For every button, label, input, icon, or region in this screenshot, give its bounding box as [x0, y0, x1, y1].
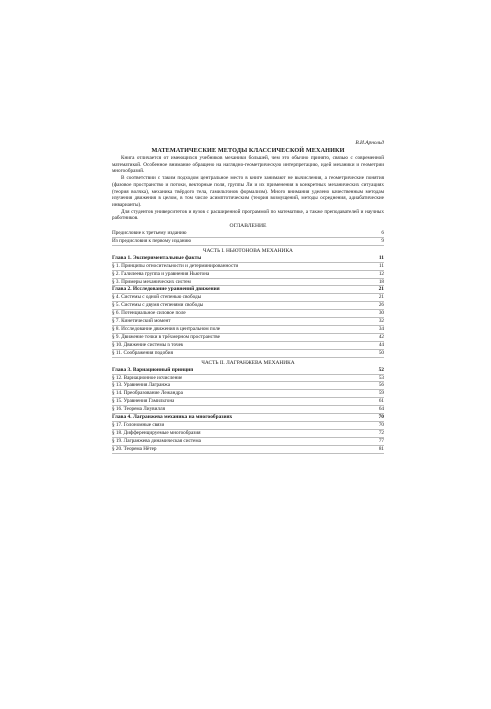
toc-chapter — [112, 367, 384, 375]
toc-section — [112, 334, 384, 342]
toc-section — [112, 294, 384, 302]
toc-heading: ОГЛАВЛЕНИЕ — [229, 223, 267, 230]
toc-entry-page: 34 — [378, 326, 384, 332]
toc-entry-title: § 11. Соображения подобия — [112, 349, 173, 356]
toc-entry-title: § 18. Дифференцируемые многообразия — [112, 429, 201, 436]
toc-entry-title: § 17. Голономные связи — [112, 421, 165, 428]
toc-entry-title: § 5. Системы с двумя степенями свободы — [112, 302, 204, 309]
toc-entry-title: Глава 3. Вариационный принцип — [112, 366, 194, 373]
toc-entry-page: 70 — [378, 414, 384, 421]
toc-entry-title: Из предисловия к первому изданию — [112, 237, 192, 244]
toc-chapter — [112, 286, 384, 294]
toc-entry-title: Глава 4. Лагранжева механика на многообразиях — [112, 414, 233, 421]
toc-section — [112, 398, 384, 406]
toc-section — [112, 310, 384, 318]
toc-entry-page: 9 — [381, 237, 384, 244]
toc-entry-page: 77 — [378, 437, 384, 444]
toc-section — [112, 279, 384, 287]
toc-entry-page: 30 — [378, 310, 384, 317]
toc-entry-title: § 6. Потенциальное силовое поле — [112, 310, 186, 317]
author: В.И.Арнольд — [355, 140, 384, 146]
toc-front-matter — [112, 238, 384, 246]
toc-entry-title: § 19. Лагранжева динамическая система — [112, 437, 201, 444]
toc-entry-page: 70 — [378, 421, 384, 428]
toc-entry-page: 52 — [378, 366, 384, 373]
toc-entry-title: § 3. Примеры механических систем — [112, 278, 191, 285]
toc-entry-title: § 7. Кинетический момент — [112, 318, 171, 325]
toc-entry-title: Глава 2. Исследование уравнений движения — [112, 286, 220, 293]
toc-section — [112, 422, 384, 430]
toc-entry-page: 21 — [378, 294, 384, 301]
toc-entry-page: 72 — [378, 429, 384, 436]
toc-entry-title: § 10. Движение системы n точек — [112, 341, 184, 348]
description — [112, 155, 384, 222]
toc-entry-title: § 13. Уравнения Лагранжа — [112, 382, 171, 389]
toc-entry-title: § 15. Уравнения Гамильтона — [112, 398, 175, 405]
toc-entry-title: § 20. Теорема Нётер — [112, 445, 157, 452]
toc-entry-page: 32 — [378, 318, 384, 325]
toc-entry-page: 6 — [381, 230, 384, 237]
toc-section — [112, 342, 384, 350]
description-paragraph: Для студентов университетов и вузов с расширенной программой по математике, а также преподавателей и научных работников. — [112, 208, 384, 222]
toc-entry-title: Предисловие к третьему изданию — [112, 230, 187, 237]
toc-entry-page: 18 — [378, 278, 384, 285]
toc-section — [112, 326, 384, 334]
toc-section — [112, 302, 384, 310]
toc-section — [112, 318, 384, 326]
toc-entry-page: 26 — [378, 302, 384, 309]
description-paragraph: Книга отличается от имеющихся учебников механики большей, чем это обычно принято, связью с современной математикой. Особенное внимание обращено на наглядно-геометрическую интерпретацию, идей механики и геометрии многообразий. — [112, 155, 384, 175]
toc-section — [112, 390, 384, 398]
toc-section — [112, 446, 384, 454]
toc-entry-title: § 16. Теорема Лиувилля — [112, 406, 165, 413]
table-of-contents — [112, 230, 384, 454]
toc-entry-page: 81 — [378, 445, 384, 452]
toc-entry-title: § 2. Галилеева группа и уравнения Ньютона — [112, 270, 210, 277]
toc-section — [112, 438, 384, 446]
toc-entry-page: 11 — [378, 254, 384, 261]
toc-entry-page: 12 — [378, 270, 384, 277]
toc-entry-title: § 4. Системы с одной степенью свободы — [112, 294, 202, 301]
toc-entry-title: § 9. Движение точки в трёхмерном пространстве — [112, 333, 220, 340]
toc-entry-title: § 14. Преобразование Лежандра — [112, 390, 183, 397]
toc-section — [112, 271, 384, 279]
toc-entry-page: 53 — [378, 374, 384, 381]
toc-entry-page: 11 — [379, 262, 384, 269]
toc-part-title: ЧАСТЬ II. ЛАГРАНЖЕВА МЕХАНИКА — [201, 359, 295, 366]
page-content — [112, 140, 384, 454]
toc-entry-page: 64 — [378, 406, 384, 413]
toc-entry-page: 42 — [378, 333, 384, 340]
toc-chapter — [112, 414, 384, 422]
toc-section — [112, 263, 384, 271]
toc-part-title: ЧАСТЬ I. НЬЮТОНОВА МЕХАНИКА — [203, 247, 293, 254]
toc-entry-page: 59 — [378, 390, 384, 397]
toc-entry-title: § 1. Принципы относительности и детерминированности — [112, 262, 239, 269]
toc-entry-title: § 12. Вариационное исчисление — [112, 374, 183, 381]
description-paragraph: В соответствии с таким подходом центральное место в книге занимают не вычисления, а геометрические понятия (фазовое пространство и потоки, векторные поля, группы Ли и их применения в конкретных механических ситуациях (теория волчка), механика твёрдого тела, гамильтонов формализм). Много внимания уделено качественным методам изучения движения в целом, в том числе асимптотическим (теория возмущений, методы осреднения, адиабатические инварианты). — [112, 175, 384, 208]
toc-section — [112, 430, 384, 438]
toc-entry-page: 50 — [378, 349, 384, 356]
toc-entry-title: § 8. Исследование движения в центральном поле — [112, 326, 221, 332]
toc-entry-title: Глава 1. Экспериментальные факты — [112, 254, 202, 261]
toc-front-matter — [112, 230, 384, 238]
toc-section — [112, 382, 384, 390]
toc-section — [112, 350, 384, 358]
toc-section — [112, 406, 384, 414]
toc-entry-page: 44 — [378, 341, 384, 348]
book-title: МАТЕМАТИЧЕСКИЕ МЕТОДЫ КЛАССИЧЕСКОЙ МЕХАНИКИ — [151, 147, 345, 154]
toc-entry-page: 61 — [378, 398, 384, 405]
toc-section — [112, 375, 384, 383]
toc-entry-page: 21 — [378, 286, 384, 293]
toc-chapter — [112, 255, 384, 263]
toc-entry-page: 56 — [378, 382, 384, 389]
